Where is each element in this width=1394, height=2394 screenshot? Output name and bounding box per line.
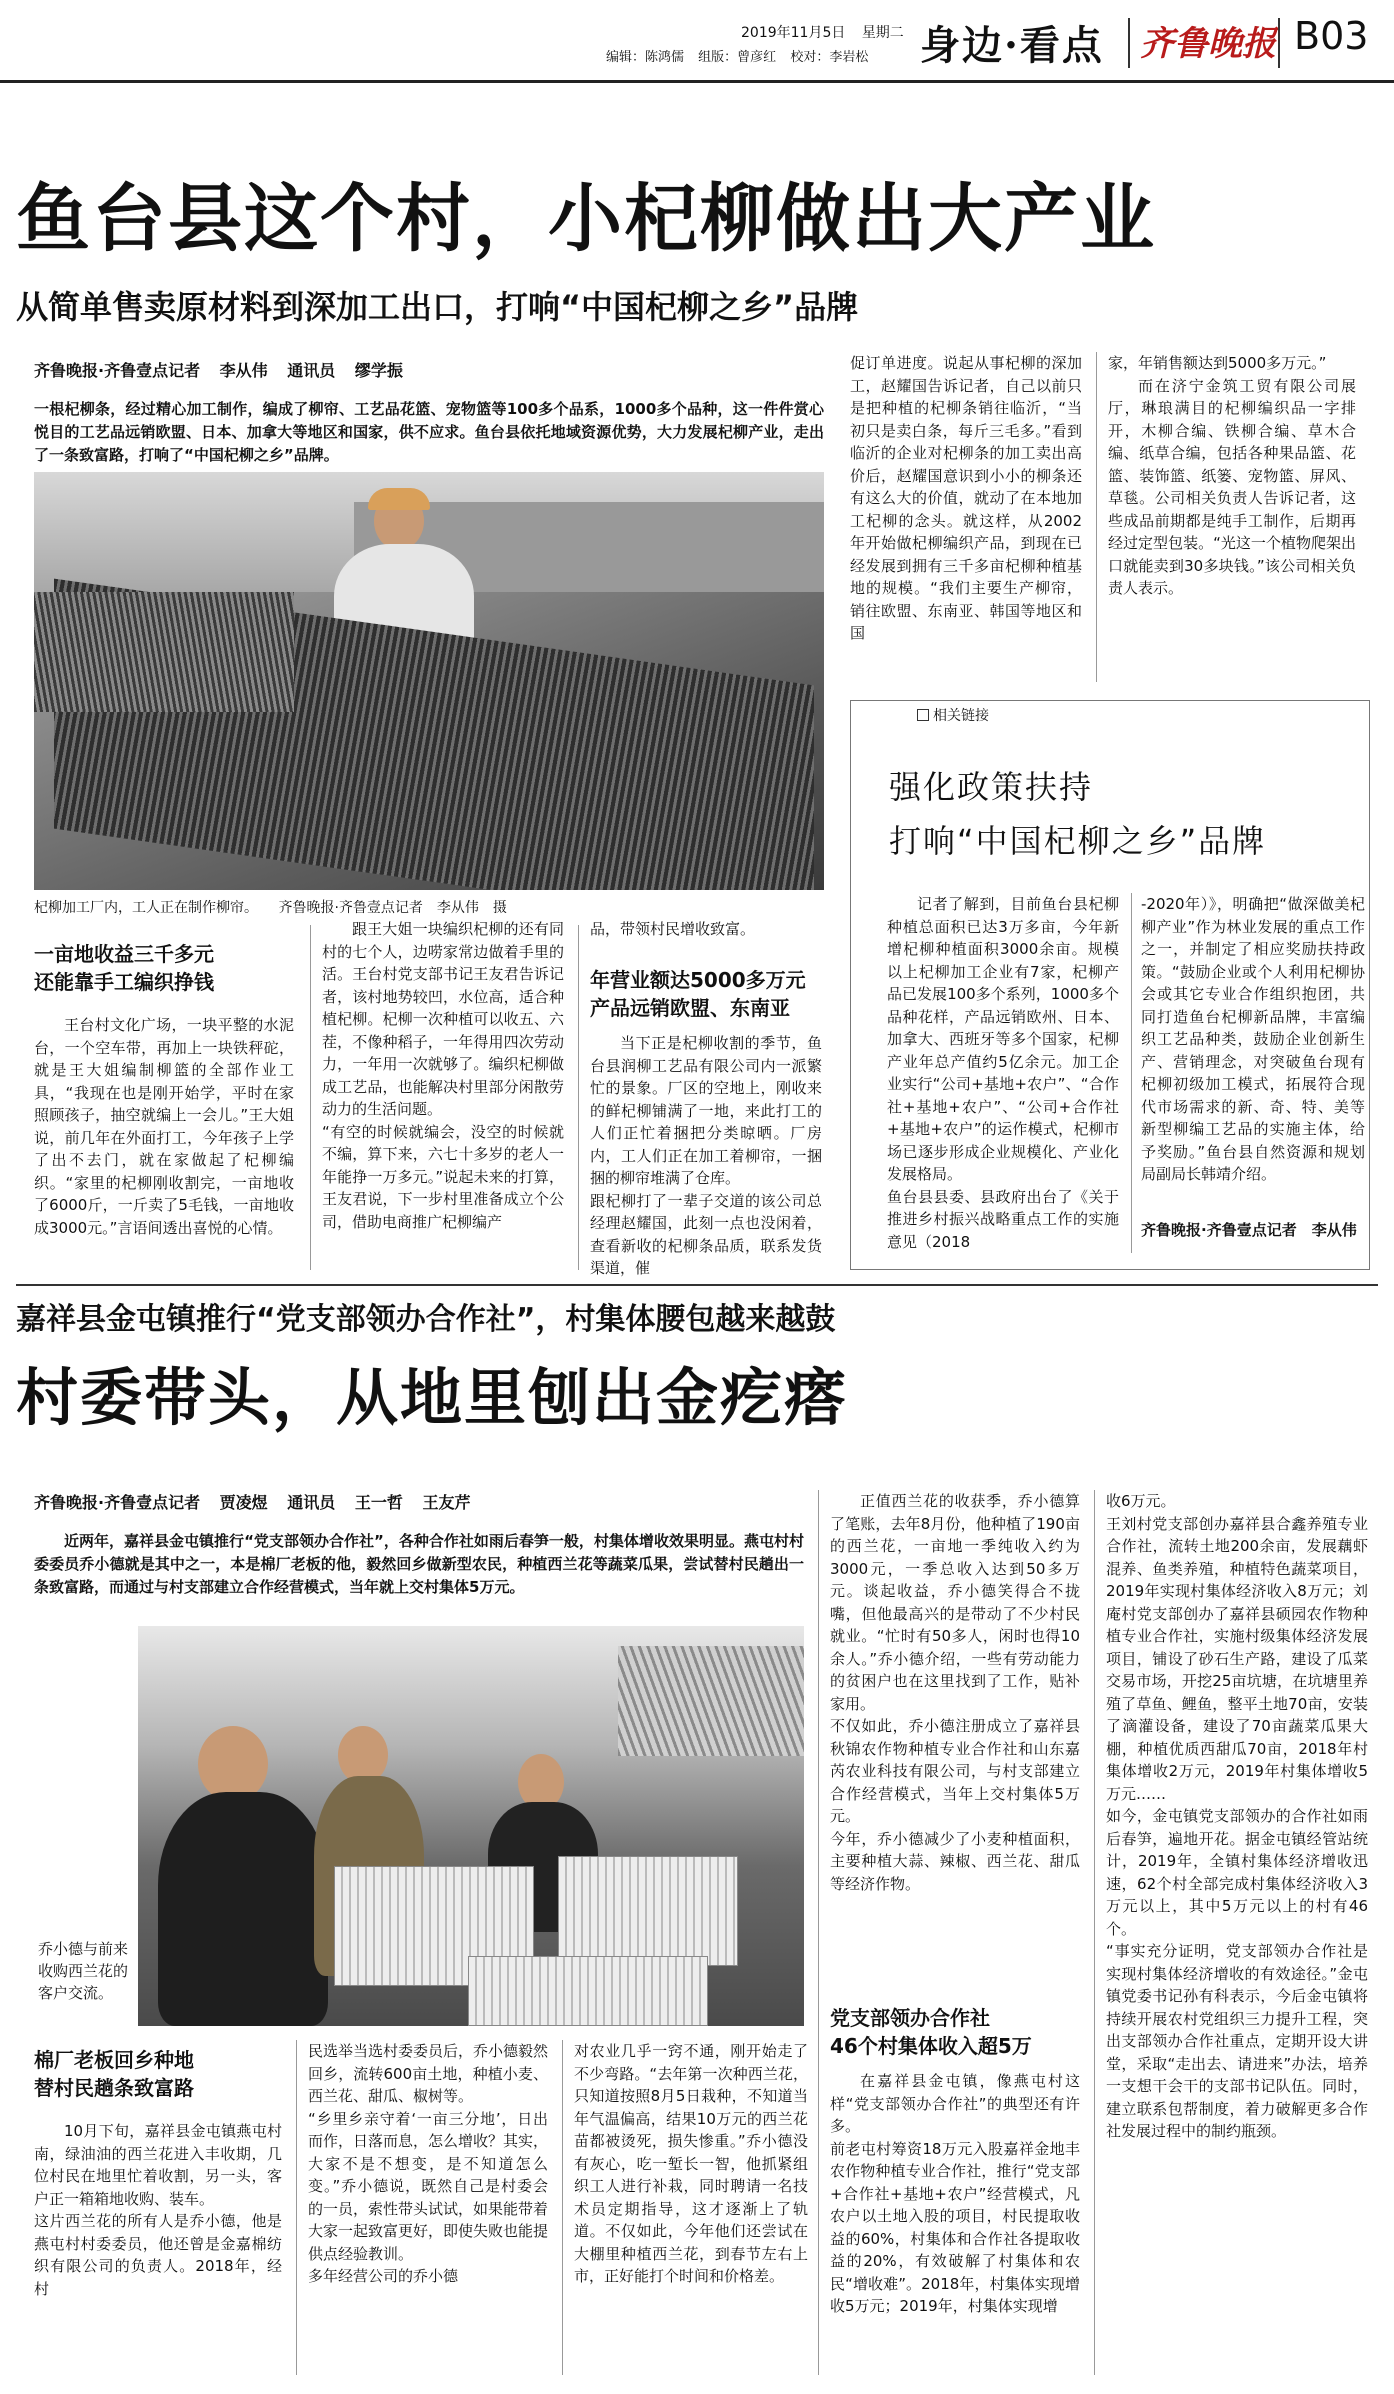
article1-lead: 一根杞柳条，经过精心加工制作，编成了柳帘、工艺品花篮、宠物篮等100多个品系，1000多个品种，这一件件赏心悦目的工艺品远销欧盟、日本、加拿大等地区和国家，供不应求。鱼台县依托地域资源优势，大力发展杞柳产业，走出了一条致富路，打响了“中国杞柳之乡”品牌。 (34, 400, 824, 464)
section-name: 身边·看点 (920, 22, 1104, 69)
byline-name: 王友芹 (422, 1493, 471, 1512)
article1-column-top-2a: 家，年销售额达到5000多万元。” (1108, 354, 1327, 372)
byline-role: 通讯员 (287, 361, 336, 380)
related-link-column-1: 记者了解到，目前鱼台县杞柳种植总面积已达3万多亩，今年新增杞柳种植面积3000余亩。规模以上杞柳加工企业有7家，杞柳产品已发展100多个系列，1000多个品种花样，产品远销欧州、日本、加拿大、西班牙等多个国家，杞柳产业年总产值约5亿余元。加工企业实行“公司+基地+农户”、“合作社+基地+农户”、“公司+合作社+基地+农户”的运作模式，杞柳市场已逐步形成企业规模化、产业化发展格局。 鱼台县县委、县政府出台了《关于推进乡村振兴战略重点工作的实施意见（2018 (887, 895, 1119, 1251)
link-icon (917, 709, 929, 721)
article2-photo-caption: 乔小德与前来收购西兰花的客户交流。 (38, 1940, 129, 2002)
article1-column-c2: 当下正是杞柳收割的季节，鱼台县润柳工艺品有限公司内一派繁忙的景象。厂区的空地上，刚收来的鲜杞柳铺满了一地，来此打工的人们正忙着捆把分类晾晒。厂房内，工人们正在加工着柳帘，一捆捆的柳帘堆满了仓库。 跟杞柳打了一辈子交道的该公司总经理赵耀国，此刻一点也没闲着，查看新收的杞柳条品质，联系发货渠道，催 (590, 1034, 822, 1277)
editor-credits (606, 46, 878, 65)
article2-column-r1b: 在嘉祥县金屯镇，像燕屯村这样“党支部领办合作社”的典型还有许多。 前老屯村筹资18万元入股嘉祥金地丰农作物种植专业合作社，推行“党支部+合作社+基地+农户”经营模式，凡农户以土地入股的项目，村民提取收益的60%，村集体和合作社各提取收益的20%，有效破解了村集体和农民“增收难”。2018年，村集体实现增收5万元；2019年，村集体实现增 (830, 2072, 1080, 2315)
photo-credit: 齐鲁晚报·齐鲁壹点记者 李从伟 摄 (278, 900, 507, 916)
byline-name: 缪学振 (354, 361, 403, 380)
byline-role: 齐鲁晚报·齐鲁壹点记者 (34, 1493, 201, 1512)
proofread-credit: 校对：李岩松 (790, 50, 869, 65)
page-number: B03 (1294, 14, 1369, 58)
issue-date: 2019年11月5日 (741, 25, 846, 41)
related-link-credit: 齐鲁晚报·齐鲁壹点记者 李从伟 (1141, 1221, 1357, 1239)
article1-subheadline: 从简单售卖原材料到深加工出口，打响“中国杞柳之乡”品牌 (16, 288, 859, 326)
column-rule (1131, 893, 1132, 1253)
article2-lead: 近两年，嘉祥县金屯镇推行“党支部领办合作社”，各种合作社如雨后春笋一般，村集体增收效果明显。燕屯村村委委员乔小德就是其中之一，本是棉厂老板的他，毅然回乡做新型农民，种植西兰花等蔬菜瓜果，尝试替村民趟出一条致富路，而通过与村支部建立合作经营模式，当年就上交村集体5万元。 (34, 1532, 804, 1596)
byline-role: 齐鲁晚报·齐鲁壹点记者 (34, 361, 201, 380)
willow-workshop-photo (34, 472, 824, 890)
article2-pretitle: 嘉祥县金屯镇推行“党支部领办合作社”，村集体腰包越来越鼓 (16, 1302, 836, 1337)
article1-subhead-1: 一亩地收益三千多元 还能靠手工编织挣钱 (34, 942, 214, 994)
broccoli-harvest-photo (138, 1626, 804, 2026)
article2-column-b1: 10月下旬，嘉祥县金屯镇燕屯村南，绿油油的西兰花进入丰收期，几位村民在地里忙着收割，另一头，客户正一箱箱地收购、装车。 这片西兰花的所有人是乔小德，他是燕屯村村委委员，他还曾是金嘉棉纺织有限公司的负责人。2018年，经村 (34, 2122, 282, 2298)
related-link-title-2: 打响“中国杞柳之乡”品牌 (889, 822, 1267, 860)
byline-role: 通讯员 (287, 1493, 336, 1512)
column-rule (578, 925, 579, 1270)
article1-column-top-1: 促订单进度。说起从事杞柳的深加工，赵耀国告诉记者，自己以前只是把种植的杞柳条销往临沂，“当初只是卖白条，每斤三毛多。”看到临沂的企业对杞柳条的加工卖出高价后，赵耀国意识到小小的柳条还有这么大的价值，就动了在本地加工杞柳的念头。就这样，从2002年开始做杞柳编织产品，到现在已经发展到拥有三千多亩杞柳种植基地的规模。“我们主要生产柳帘，销往欧盟、东南亚、韩国等地区和国 (850, 354, 1082, 642)
byline-name: 贾凌煜 (219, 1493, 268, 1512)
column-rule (562, 2040, 563, 2375)
column-rule (310, 925, 311, 1270)
article-separator (16, 1284, 1378, 1286)
article1-column-b: 跟王大姐一块编织杞柳的还有同村的七个人，边唠家常边做着手里的活。王台村党支部书记王友君告诉记者，该村地势较凹，水位高，适合种植杞柳。杞柳一次种植可以收五、六茬，不像种稻子，一年得用四次劳动力，一年用一次就够了。编织杞柳做成工艺品，也能解决村里部分闲散劳动力的生活问题。 “有空的时候就编会，没空的时候就不编，算下来，六七十多岁的老人一年能挣一万多元。”说起未来的打算，王友君说，下一步村里准备成立个公司，借助电商推广杞柳编产 (322, 920, 564, 1231)
article2-column-r1: 正值西兰花的收获季，乔小德算了笔账，去年8月份，他种植了190亩的西兰花，一亩地一季纯收入约为3000元，一季总收入达到50多万元。谈起收益，乔小德笑得合不拢嘴，但他最高兴的是带动了不少村民就业。“忙时有50多人，闲时也得10余人。”乔小德介绍，一些有劳动能力的贫困户也在这里找到了工作，贴补家用。 不仅如此，乔小德注册成立了嘉祥县秋锦农作物种植专业合作社和山东嘉芮农业科技有限公司，与村支部建立合作经营模式，当年上交村集体5万元。 今年，乔小德减少了小麦种植面积，主要种植大蒜、辣椒、西兰花、甜瓜等经济作物。 (830, 1492, 1080, 1893)
article2-column-b2: 民选举当选村委委员后，乔小德毅然回乡，流转600亩土地，种植小麦、西兰花、甜瓜、椒树等。 “乡里乡亲守着‘一亩三分地’，日出而作，日落而息，怎么增收？其实，大家不是不想变，是不知道怎么变。”乔小德说，既然自己是村委会的一员，索性带头试试，如果能带着大家一起致富更好，即使失败也能提供点经验教训。 多年经营公司的乔小德 (308, 2042, 549, 2285)
related-link-tag-text: 相关链接 (933, 708, 989, 724)
editor-credit: 编辑：陈鸿儒 (606, 50, 685, 65)
article2-column-b3: 对农业几乎一窍不通，刚开始走了不少弯路。“去年第一次种西兰花，只知道按照8月5日栽种，不知道当年气温偏高，结果10万元的西兰花苗都被烫死，损失惨重。”乔小德没有灰心，吃一堑长一智，他抓紧组织工人进行补栽，同时聘请一名技术员定期指导，这才逐渐上了轨道。不仅如此，今年他们还尝试在大棚里种植西兰花，到春节左右上市，正好能打个时间和价格差。 (574, 2042, 808, 2285)
header-divider (1128, 18, 1130, 68)
article1-headline: 鱼台县这个村，小杞柳做出大产业 (16, 176, 1156, 262)
byline-name: 王一哲 (354, 1493, 403, 1512)
article2-subhead-4: 棉厂老板回乡种地 替村民趟条致富路 (34, 2048, 194, 2100)
header-divider (1278, 18, 1280, 68)
issue-date-line (741, 22, 916, 42)
article2-column-r2: 收6万元。 王刘村党支部创办嘉祥县合鑫养殖专业合作社，流转土地200余亩，发展藕虾混养、鱼类养殖，种植特色蔬菜项目，2019年实现村集体经济收入8万元；刘庵村党支部创办了嘉祥县硕园农作物种植专业合作社，实施村级集体经济发展项目，铺设了砂石生产路，建设了瓜菜交易市场，开挖25亩坑塘，在坑塘里养殖了草鱼、鲤鱼，整平土地70亩，安装了滴灌设备，建设了70亩蔬菜瓜果大棚，种植优质西甜瓜70亩，2018年村集体增收2万元，2019年村集体增收5万元…… 如今，金屯镇党支部领办的合作社如雨后春笋，遍地开花。据金屯镇经管站统计，2019年，全镇村集体经济增收迅速，62个村全部完成村集体经济收入3万元以上，其中5万元以上的村有46个。 “事实充分证明，党支部领办合作社是实现村集体经济增收的有效途径。”金屯镇党委书记孙有科表示，今后金屯镇将持续开展农村党组织三力提升工程，突出支部领办合作社重点，定期开设大讲堂，采取“走出去、请进来”办法，培养一支想干会干的支部书记队伍。同时，建立联系包帮制度，着力破解更多合作社发展过程中的制约瓶颈。 (1106, 1492, 1368, 2140)
column-rule (818, 1490, 819, 2375)
column-rule (1094, 1490, 1095, 2375)
header-rule (0, 80, 1394, 83)
related-link-box (850, 700, 1370, 1270)
byline-name: 李从伟 (219, 361, 268, 380)
article1-column-a: 王台村文化广场，一块平整的水泥台，一个空车带，再加上一块铁秤砣，就是王大姐编制柳篮的全部作业工具，“我现在也是刚开始学，平时在家照顾孩子，抽空就编上一会儿。”王大姐说，前几年在外面打工，今年孩子上学了出不去门，就在家做起了杞柳编织。“家里的杞柳刚收割完，一亩地收了6000斤，一斤卖了5毛钱，一亩地收成3000元。”言语间透出喜悦的心情。 (34, 1016, 294, 1237)
article2-headline: 村委带头，从地里刨出金疙瘩 (16, 1361, 849, 1434)
article1-photo-caption (34, 898, 694, 919)
article1-byline (34, 358, 417, 381)
related-link-column-2: -2020年）》，明确把“做深做美杞柳产业”作为林业发展的重点工作之一，并制定了相应奖励扶持政策。“鼓励企业或个人利用杞柳协会或其它专业合作组织抱团，共同打造鱼台杞柳新品牌，丰富编织工艺品种类，鼓励企业创新生产、营销理念，对突破鱼台现有杞柳初级加工模式，拓展符合现代市场需求的新、奇、特、美等新型柳编工艺品的实施主体，给予奖励。”鱼台县自然资源和规划局副局长韩靖介绍。 (1141, 895, 1365, 1183)
article1-column-top-2b: 而在济宁金筑工贸有限公司展厅，琳琅满目的杞柳编织品一字排开，木柳合编、铁柳合编、草木合编、纸草合编，包括各种果品篮、花篮、装饰篮、纸篓、宠物篮、屏风、草毯。公司相关负责人告诉记者，这些成品前期都是纯手工制作，后期再经过定型包装。“光这一个植物爬架出口就能卖到30多块钱。”该公司相关负责人表示。 (1108, 376, 1356, 597)
issue-weekday: 星期二 (861, 25, 904, 41)
column-rule (1096, 352, 1097, 682)
related-link-title-1: 强化政策扶持 (889, 768, 1094, 806)
article2-byline (34, 1490, 484, 1513)
article1-column-c1: 品，带领村民增收致富。 (590, 920, 756, 938)
article2-subhead-3: 党支部领办合作社 46个村集体收入超5万 (830, 2006, 1032, 2058)
article1-subhead-2: 年营业额达5000多万元 产品远销欧盟、东南亚 (590, 968, 806, 1020)
article1-column-top-2 (1108, 352, 1356, 600)
layout-credit: 组版：曾彦红 (698, 50, 777, 65)
photo-caption-text: 杞柳加工厂内，工人正在制作柳帘。 (34, 900, 258, 916)
related-link-tag (917, 705, 989, 725)
newspaper-logo: 齐鲁晚报 (1140, 24, 1276, 64)
column-rule (296, 2040, 297, 2375)
